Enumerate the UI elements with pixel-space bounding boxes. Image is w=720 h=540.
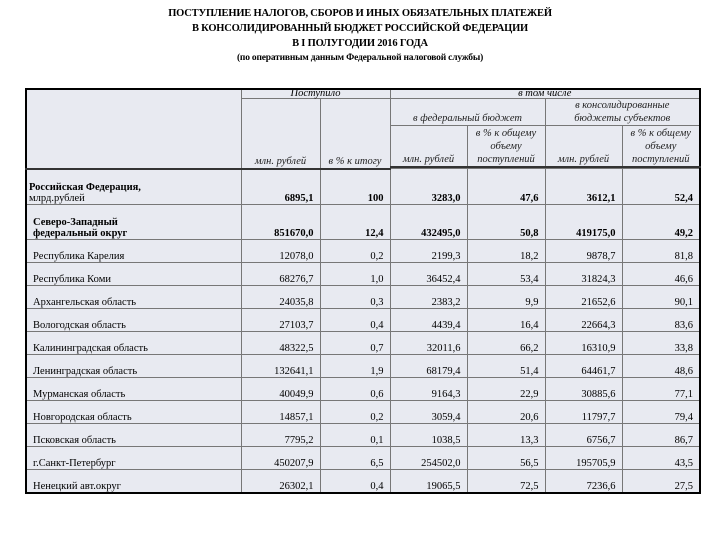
- cell-reg: 22664,3: [545, 308, 622, 331]
- table-row: [26, 377, 700, 400]
- cell-reg: 6756,7: [545, 423, 622, 446]
- cell-reg-pct: 43,5: [622, 446, 700, 469]
- cell-reg-pct: 49,2: [622, 204, 700, 239]
- table-row: [26, 400, 700, 423]
- cell-pct: 0,1: [320, 423, 390, 446]
- cell-fed: 1038,5: [390, 423, 467, 446]
- cell-reg-pct: 79,4: [622, 400, 700, 423]
- cell-reg-pct: 86,7: [622, 423, 700, 446]
- header-fed-pct: в % к общему объему поступлений: [467, 126, 545, 168]
- cell-reg: 7236,6: [545, 469, 622, 493]
- row-name: г.Санкт-Петербург: [26, 446, 241, 469]
- cell-pct: 0,6: [320, 377, 390, 400]
- document-title: [0, 6, 720, 66]
- cell-reg: 21652,6: [545, 285, 622, 308]
- row-name-line1: Российская Федерация,: [29, 181, 141, 193]
- cell-total: 68276,7: [241, 262, 320, 285]
- header-federal-budget: в федеральный бюджет: [390, 99, 545, 126]
- region-rows: [26, 239, 700, 493]
- header-empty-cell: [26, 89, 241, 169]
- cell-fed: 32011,6: [390, 331, 467, 354]
- cell-reg-pct: 46,6: [622, 262, 700, 285]
- cell-fed-pct: 51,4: [467, 354, 545, 377]
- row-name: Ленинградская область: [26, 354, 241, 377]
- cell-fed-pct: 53,4: [467, 262, 545, 285]
- cell-pct: 0,2: [320, 400, 390, 423]
- header-reg-pct: в % к общему объему поступлений: [622, 126, 700, 168]
- cell-total: 26302,1: [241, 469, 320, 493]
- cell-fed: 2199,3: [390, 239, 467, 262]
- cell-pct: 100: [320, 169, 390, 205]
- cell-fed-pct: 16,4: [467, 308, 545, 331]
- cell-reg-pct: 52,4: [622, 169, 700, 205]
- cell-pct: 12,4: [320, 204, 390, 239]
- tax-revenue-table: [25, 88, 701, 494]
- cell-reg-pct: 48,6: [622, 354, 700, 377]
- cell-total: 48322,5: [241, 331, 320, 354]
- cell-total: 132641,1: [241, 354, 320, 377]
- title-line-3: В I ПОЛУГОДИИ 2016 ГОДА: [292, 38, 428, 49]
- header-received: Поступило: [241, 89, 390, 99]
- table-row: [26, 446, 700, 469]
- row-name: [26, 169, 241, 205]
- row-name: Республика Карелия: [26, 239, 241, 262]
- header-pct-total: в % к итогу: [320, 99, 390, 169]
- cell-reg: 11797,7: [545, 400, 622, 423]
- row-name-line2: млрд.рублей: [29, 192, 85, 204]
- cell-fed-pct: 50,8: [467, 204, 545, 239]
- title-line-2: В КОНСОЛИДИРОВАННЫЙ БЮДЖЕТ РОССИЙСКОЙ ФЕДЕРАЦИИ: [191, 23, 529, 34]
- cell-reg-pct: 83,6: [622, 308, 700, 331]
- row-name-line2: федеральный округ: [33, 227, 128, 239]
- row-name: Новгородская область: [26, 400, 241, 423]
- cell-fed: 3059,4: [390, 400, 467, 423]
- cell-pct: 0,7: [320, 331, 390, 354]
- cell-total: 14857,1: [241, 400, 320, 423]
- title-line-1: ПОСТУПЛЕНИЕ НАЛОГОВ, СБОРОВ И ИНЫХ ОБЯЗАТЕЛЬНЫХ ПЛАТЕЖЕЙ: [168, 8, 552, 19]
- cell-total: 40049,9: [241, 377, 320, 400]
- cell-fed: 254502,0: [390, 446, 467, 469]
- row-name: Архангельская область: [26, 285, 241, 308]
- cell-fed: 36452,4: [390, 262, 467, 285]
- cell-reg: 419175,0: [545, 204, 622, 239]
- cell-reg: 31824,3: [545, 262, 622, 285]
- cell-pct: 0,2: [320, 239, 390, 262]
- cell-reg-pct: 81,8: [622, 239, 700, 262]
- cell-fed: 9164,3: [390, 377, 467, 400]
- cell-pct: 0,4: [320, 308, 390, 331]
- table-row: [26, 331, 700, 354]
- cell-reg: 30885,6: [545, 377, 622, 400]
- row-name: Вологодская область: [26, 308, 241, 331]
- cell-fed-pct: 22,9: [467, 377, 545, 400]
- cell-fed-pct: 13,3: [467, 423, 545, 446]
- cell-total: 27103,7: [241, 308, 320, 331]
- cell-pct: 1,9: [320, 354, 390, 377]
- cell-fed-pct: 9,9: [467, 285, 545, 308]
- cell-reg-pct: 77,1: [622, 377, 700, 400]
- cell-fed-pct: 66,2: [467, 331, 545, 354]
- row-name-line1: Северо-Западный: [33, 216, 118, 228]
- cell-total: 7795,2: [241, 423, 320, 446]
- row-name: Калининградская область: [26, 331, 241, 354]
- cell-reg: 195705,9: [545, 446, 622, 469]
- cell-total: 6895,1: [241, 169, 320, 205]
- header-regional-budgets: в консолидированные бюджеты субъектов: [545, 99, 700, 126]
- cell-reg: 16310,9: [545, 331, 622, 354]
- header-including: в том числе: [390, 89, 700, 99]
- table-row: [26, 262, 700, 285]
- table-row: [26, 239, 700, 262]
- cell-fed-pct: 47,6: [467, 169, 545, 205]
- row-name: Псковская область: [26, 423, 241, 446]
- cell-fed-pct: 20,6: [467, 400, 545, 423]
- cell-fed-pct: 72,5: [467, 469, 545, 493]
- table-row-northwest-district: [26, 204, 700, 239]
- row-name: Республика Коми: [26, 262, 241, 285]
- cell-pct: 1,0: [320, 262, 390, 285]
- title-source-note: (по оперативным данным Федеральной налоговой службы): [236, 53, 484, 63]
- cell-reg: 9878,7: [545, 239, 622, 262]
- table-row: [26, 423, 700, 446]
- cell-pct: 6,5: [320, 446, 390, 469]
- table-row: [26, 354, 700, 377]
- cell-total: 450207,9: [241, 446, 320, 469]
- table-row: [26, 469, 700, 493]
- cell-fed: 432495,0: [390, 204, 467, 239]
- cell-fed: 19065,5: [390, 469, 467, 493]
- cell-reg: 3612,1: [545, 169, 622, 205]
- cell-reg-pct: 27,5: [622, 469, 700, 493]
- header-reg-mln: млн. рублей: [545, 126, 622, 168]
- cell-fed-pct: 18,2: [467, 239, 545, 262]
- cell-pct: 0,3: [320, 285, 390, 308]
- cell-reg-pct: 90,1: [622, 285, 700, 308]
- cell-fed: 3283,0: [390, 169, 467, 205]
- cell-reg-pct: 33,8: [622, 331, 700, 354]
- row-name: [26, 204, 241, 239]
- table-row: [26, 308, 700, 331]
- cell-total: 12078,0: [241, 239, 320, 262]
- row-name: Ненецкий авт.округ: [26, 469, 241, 493]
- header-row-1: [26, 89, 700, 99]
- header-mln-rub: млн. рублей: [241, 99, 320, 169]
- cell-total: 851670,0: [241, 204, 320, 239]
- row-name: Мурманская область: [26, 377, 241, 400]
- cell-fed: 4439,4: [390, 308, 467, 331]
- table-row: [26, 285, 700, 308]
- cell-fed-pct: 56,5: [467, 446, 545, 469]
- cell-total: 24035,8: [241, 285, 320, 308]
- cell-reg: 64461,7: [545, 354, 622, 377]
- table-row-russian-federation: [26, 169, 700, 205]
- cell-fed: 2383,2: [390, 285, 467, 308]
- cell-pct: 0,4: [320, 469, 390, 493]
- header-fed-mln: млн. рублей: [390, 126, 467, 168]
- cell-fed: 68179,4: [390, 354, 467, 377]
